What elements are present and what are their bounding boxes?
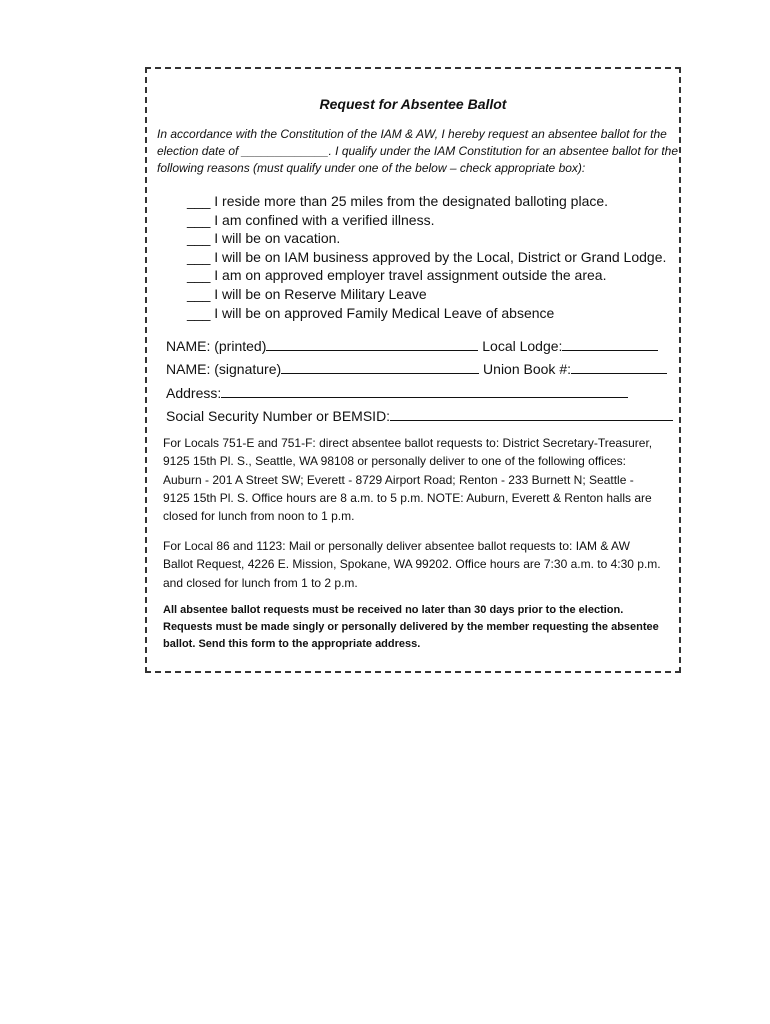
reason-employer-travel[interactable]: ___ I am on approved employer travel assignment outside the area. (187, 267, 607, 284)
name-signature-field[interactable] (281, 358, 479, 374)
union-book-field[interactable] (571, 358, 667, 374)
ssn-label: Social Security Number or BEMSID: (166, 407, 391, 424)
ssn-field[interactable] (390, 405, 673, 421)
reason-military-leave[interactable]: ___ I will be on Reserve Military Leave (187, 285, 427, 302)
locals-751-instructions: For Locals 751-E and 751-F: direct absentee ballot requests to: District Secretary-Treasurer, 9125 15th Pl. S., Seattle, WA 98108 or personally deliver to one of the following offices: Auburn - 201 A Street SW; Everett - 8729 Airport Road; Renton - 233 Burnett N; Seattle - 9125 15th Pl. S. Office hours are 8 a.m. to 5 p.m. NOTE: Auburn, Everett & Renton halls are closed for lunch from noon to 1 p.m. (163, 436, 653, 524)
address-row (166, 382, 686, 405)
form-title: Request for Absentee Ballot (319, 96, 507, 112)
local-lodge-label: Local Lodge: (482, 338, 563, 354)
reason-family-medical-leave[interactable]: ___ I will be on approved Family Medical Leave of absence (187, 304, 555, 321)
reason-iam-business[interactable]: ___ I will be on IAM business approved by the Local, District or Grand Lodge. (187, 248, 667, 265)
reason-illness[interactable]: ___ I am confined with a verified illness. (187, 211, 435, 228)
address-field[interactable] (221, 382, 628, 398)
reason-distance[interactable]: ___ I reside more than 25 miles from the designated balloting place. (187, 193, 609, 209)
name-printed-field[interactable] (266, 335, 478, 351)
reason-vacation[interactable]: ___ I will be on vacation. (187, 230, 341, 247)
reasons-list (187, 192, 687, 322)
deadline-notice: All absentee ballot requests must be received no later than 30 days prior to the election. Requests must be made singly or personally delivered by the member requesting the absentee ballot. Send this form to the appropriate address. (163, 604, 659, 650)
member-fields (166, 335, 686, 428)
absentee-ballot-form (145, 67, 681, 673)
local-lodge-field[interactable] (562, 335, 658, 351)
signature-row (166, 358, 686, 381)
name-printed-label: NAME: (printed) (166, 338, 267, 354)
name-signature-label: NAME: (signature) (166, 361, 282, 378)
name-row (166, 335, 686, 358)
union-book-label: Union Book #: (483, 361, 571, 378)
address-label: Address: (166, 384, 222, 401)
locals-86-instructions: For Local 86 and 1123: Mail or personally deliver absentee ballot requests to: IAM & AW Ballot Request, 4226 E. Mission, Spokane, WA 99202. Office hours are 7:30 a.m. to 4:30 p.m. and closed for lunch from 1 to 2 p.m. (163, 539, 661, 590)
ssn-row (166, 405, 686, 428)
intro-text: In accordance with the Constitution of the IAM & AW, I hereby request an absentee ballot for the election date of _____________. I qualify under the IAM Constitution for an absentee ballot for the following reasons (must qualify under one of the below – check appropriate box): (157, 127, 679, 175)
